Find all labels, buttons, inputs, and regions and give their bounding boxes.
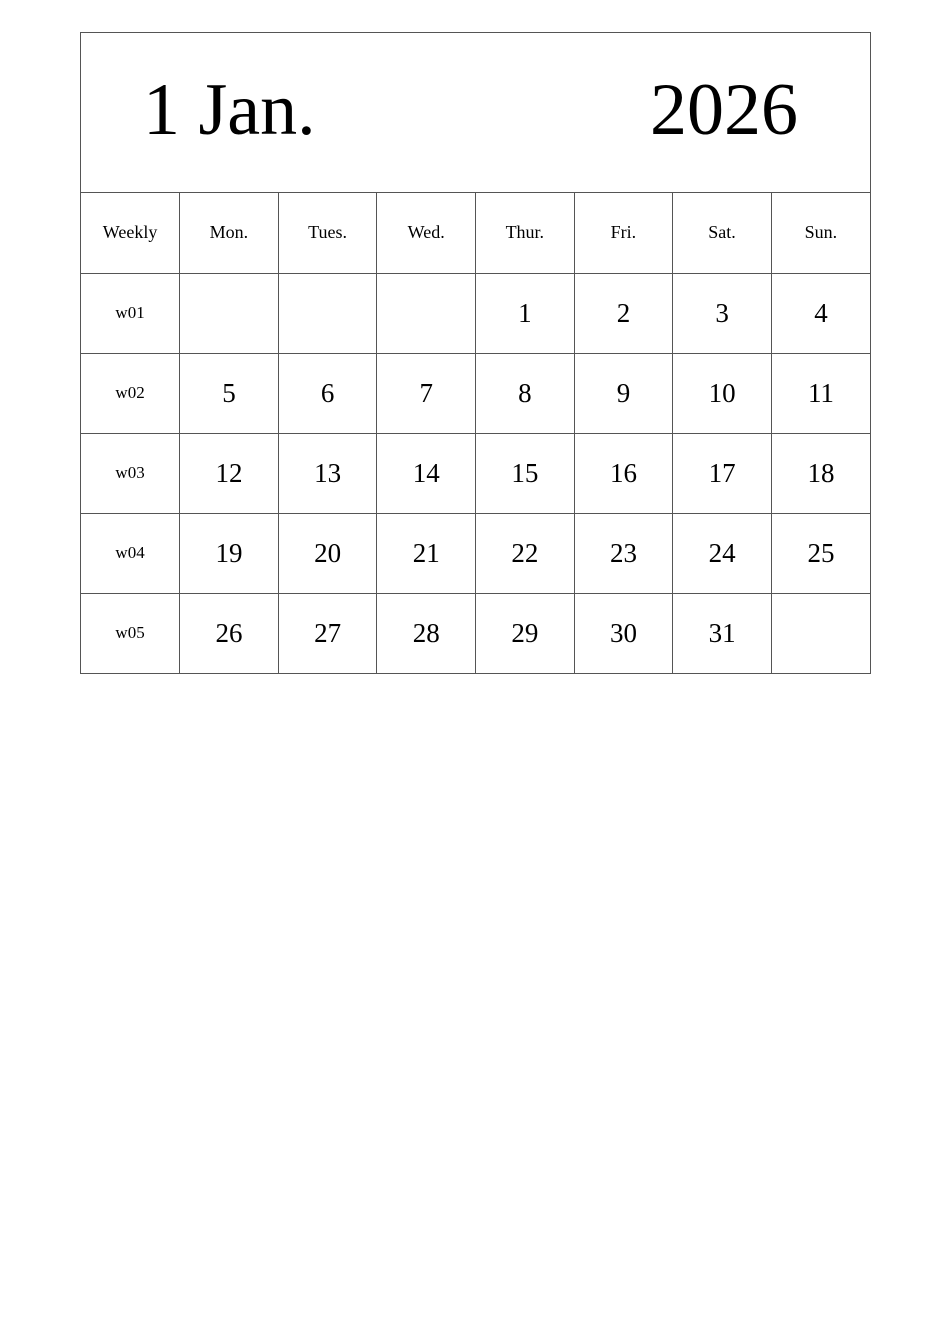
day-cell: 4 bbox=[771, 273, 870, 353]
day-cell: 14 bbox=[377, 433, 476, 513]
week-row bbox=[81, 513, 870, 593]
day-cell: 30 bbox=[574, 593, 673, 673]
week-label: w05 bbox=[81, 593, 180, 673]
day-cell: 9 bbox=[574, 353, 673, 433]
month-title: 1 Jan. bbox=[143, 69, 316, 151]
week-label: w03 bbox=[81, 433, 180, 513]
day-cell: 13 bbox=[278, 433, 377, 513]
day-cell: 25 bbox=[771, 513, 870, 593]
year-title: 2026 bbox=[650, 69, 798, 151]
week-row bbox=[81, 353, 870, 433]
column-header-wed: Wed. bbox=[377, 193, 476, 273]
day-cell: 15 bbox=[476, 433, 575, 513]
day-cell: 6 bbox=[278, 353, 377, 433]
day-cell bbox=[771, 593, 870, 673]
weekday-header-row bbox=[81, 193, 870, 273]
column-header-sat: Sat. bbox=[673, 193, 772, 273]
day-cell: 3 bbox=[673, 273, 772, 353]
day-cell: 28 bbox=[377, 593, 476, 673]
column-header-tue: Tues. bbox=[278, 193, 377, 273]
calendar-header bbox=[81, 33, 870, 193]
day-cell: 22 bbox=[476, 513, 575, 593]
calendar bbox=[80, 32, 871, 674]
day-cell bbox=[278, 273, 377, 353]
column-header-thu: Thur. bbox=[476, 193, 575, 273]
day-cell: 26 bbox=[180, 593, 279, 673]
day-cell: 20 bbox=[278, 513, 377, 593]
day-cell: 10 bbox=[673, 353, 772, 433]
week-label: w02 bbox=[81, 353, 180, 433]
day-cell: 7 bbox=[377, 353, 476, 433]
column-header-mon: Mon. bbox=[180, 193, 279, 273]
day-cell: 19 bbox=[180, 513, 279, 593]
day-cell: 11 bbox=[771, 353, 870, 433]
week-label: w01 bbox=[81, 273, 180, 353]
column-header-weekly: Weekly bbox=[81, 193, 180, 273]
day-cell: 31 bbox=[673, 593, 772, 673]
day-cell: 1 bbox=[476, 273, 575, 353]
day-cell: 23 bbox=[574, 513, 673, 593]
day-cell: 8 bbox=[476, 353, 575, 433]
day-cell: 27 bbox=[278, 593, 377, 673]
day-cell: 24 bbox=[673, 513, 772, 593]
calendar-grid bbox=[81, 193, 870, 673]
week-label: w04 bbox=[81, 513, 180, 593]
day-cell bbox=[377, 273, 476, 353]
day-cell bbox=[180, 273, 279, 353]
day-cell: 29 bbox=[476, 593, 575, 673]
day-cell: 18 bbox=[771, 433, 870, 513]
week-row bbox=[81, 433, 870, 513]
day-cell: 12 bbox=[180, 433, 279, 513]
day-cell: 17 bbox=[673, 433, 772, 513]
week-row bbox=[81, 593, 870, 673]
column-header-sun: Sun. bbox=[771, 193, 870, 273]
day-cell: 5 bbox=[180, 353, 279, 433]
day-cell: 21 bbox=[377, 513, 476, 593]
day-cell: 2 bbox=[574, 273, 673, 353]
day-cell: 16 bbox=[574, 433, 673, 513]
column-header-fri: Fri. bbox=[574, 193, 673, 273]
week-row bbox=[81, 273, 870, 353]
